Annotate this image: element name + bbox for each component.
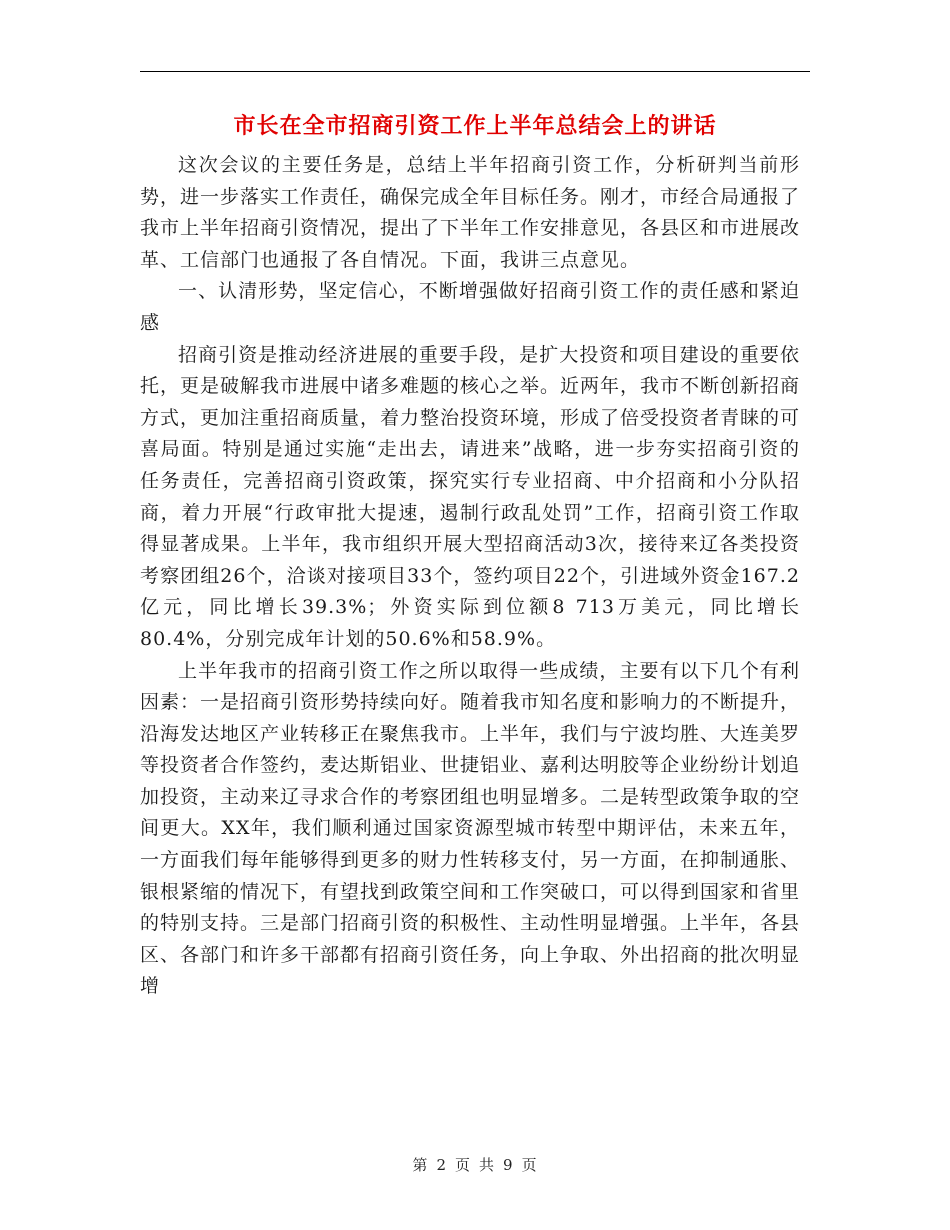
footer-page-unit: 页 (454, 1156, 471, 1174)
page-footer (0, 1154, 950, 1175)
section-heading-1: 一、认清形势，坚定信心，不断增强做好招商引资工作的责任感和紧迫感 (140, 280, 800, 334)
footer-page-total: 9 (503, 1156, 514, 1174)
paragraph-investment-overview: 招商引资是推动经济进展的重要手段，是扩大投资和项目建设的重要依托，更是破解我市进展中诸多难题的核心之举。近两年，我市不断创新招商方式，更加注重招商质量，着力整治投资环境，形成了倍受投资者青睐的可喜局面。特别是通过实施“走出去，请进来”战略，进一步夯实招商引资的任务责任，完善招商引资政策，探究实行专业招商、中介招商和小分队招商，着力开展“行政审批大提速，遏制行政乱处罚”工作，招商引资工作取得显著成果。上半年，我市组织开展大型招商活动3次，接待来辽各类投资考察团组26个，洽谈对接项目33个，签约项目22个，引进域外资金167.2亿元，同比增长39.3%；外资实际到位额8 713万美元，同比增长80.4%，分别完成年计划的50.6%和58.9%。 (140, 343, 801, 650)
document-title: 市长在全市招商引资工作上半年总结会上的讲话 (233, 113, 717, 139)
footer-page-current: 2 (436, 1156, 447, 1174)
header-rule (140, 71, 810, 72)
paragraph-favorable-factors: 上半年我市的招商引资工作之所以取得一些成绩，主要有以下几个有利因素：一是招商引资形势持续向好。随着我市知名度和影响力的不断提升，沿海发达地区产业转移正在聚焦我市。上半年，我们与宁波均胜、大连美罗等投资者合作签约，麦达斯铝业、世捷铝业、嘉利达明胶等企业纷纷计划追加投资，主动来辽寻求合作的考察团组也明显增多。二是转型政策争取的空间更大。XX年，我们顺利通过国家资源型城市转型中期评估，未来五年，一方面我们每年能够得到更多的财力性转移支付，另一方面，在抑制通胀、银根紧缩的情况下，有望找到政策空间和工作突破口，可以得到国家和省里的特别支持。三是部门招商引资的积极性、主动性明显增强。上半年，各县区、各部门和许多干部都有招商引资任务，向上争取、外出招商的批次明显增 (140, 659, 801, 998)
document-body (140, 150, 800, 1003)
paragraph-intro: 这次会议的主要任务是，总结上半年招商引资工作，分析研判当前形势，进一步落实工作责任，确保完成全年目标任务。刚才，市经合局通报了我市上半年招商引资情况，提出了下半年工作安排意见，各县区和市进展改革、工信部门也通报了各自情况。下面，我讲三点意见。 (140, 154, 801, 271)
footer-page-label: 第 (412, 1156, 429, 1174)
footer-total-label: 共 (479, 1156, 496, 1174)
footer-total-unit: 页 (521, 1156, 538, 1174)
